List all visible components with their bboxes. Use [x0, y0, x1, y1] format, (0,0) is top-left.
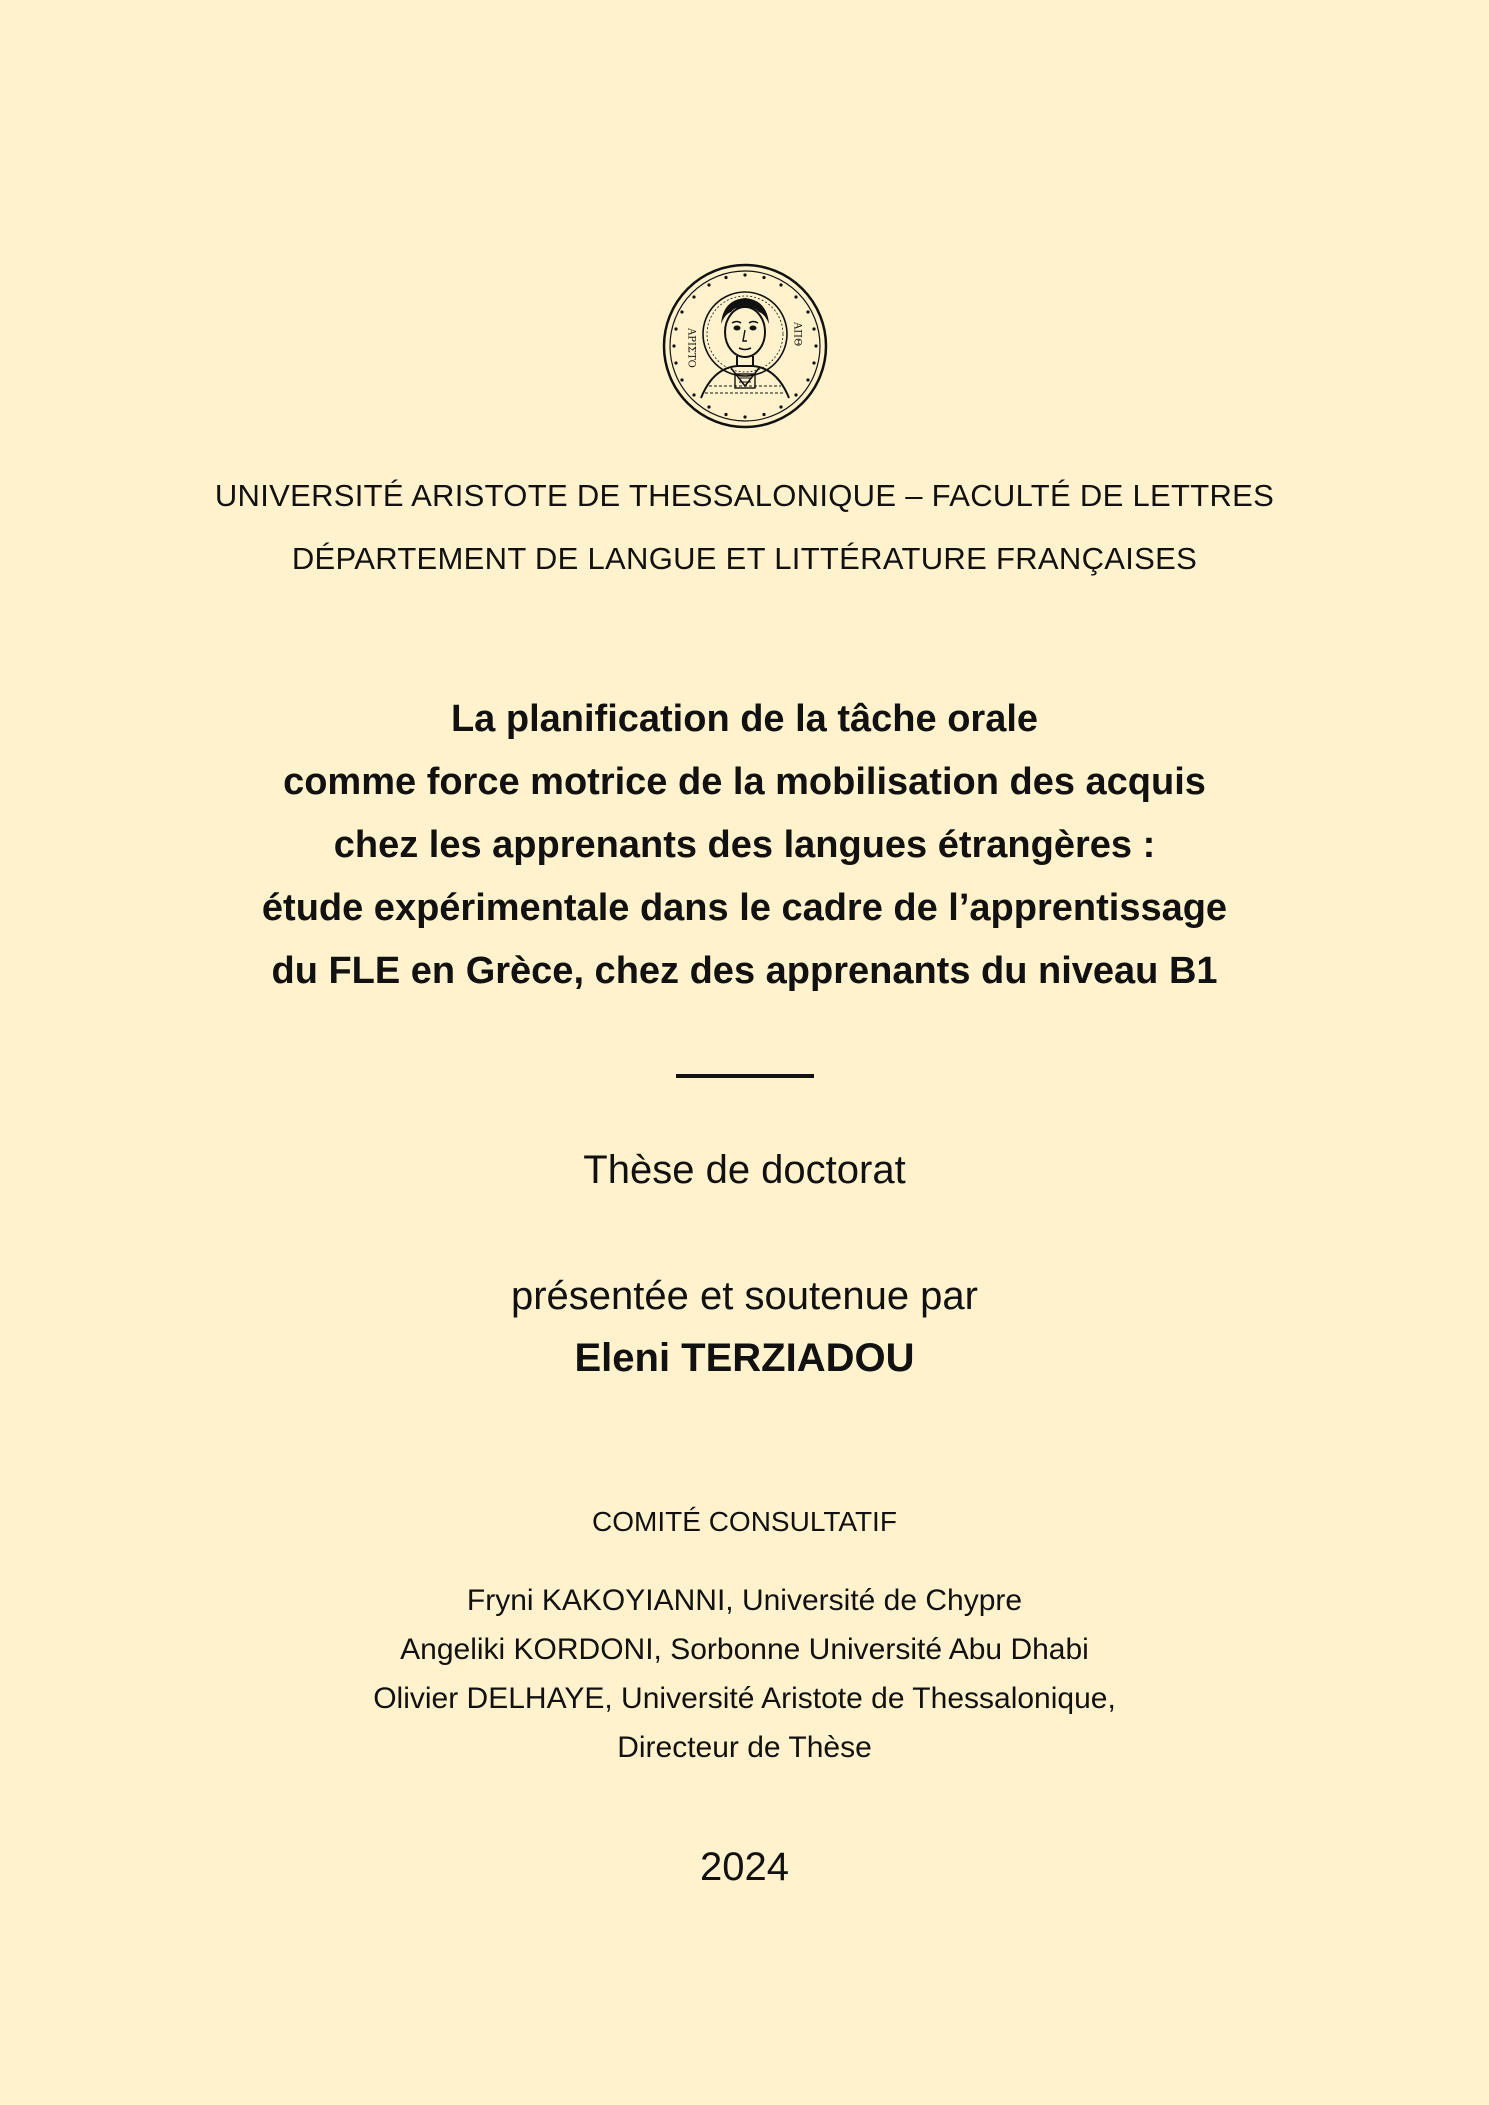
thesis-title-line: La planification de la tâche orale: [450, 698, 1039, 740]
thesis-title-line: chez les apprenants des langues étrangères :: [333, 824, 1156, 866]
university-seal-icon: [661, 262, 829, 430]
committee-member: Angeliki KORDONI, Sorbonne Université Abu Dhabi: [400, 1633, 1089, 1666]
thesis-title-line: comme force motrice de la mobilisation des acquis: [283, 761, 1206, 803]
svg-text:ΑΡΙΣΤΟ: ΑΡΙΣΤΟ: [685, 328, 697, 368]
committee-heading: COMITÉ CONSULTATIF: [592, 1506, 897, 1537]
thesis-title-line: étude expérimentale dans le cadre de l’apprentissage: [261, 887, 1228, 929]
department-line: DÉPARTEMENT DE LANGUE ET LITTÉRATURE FRANÇAISES: [291, 541, 1198, 576]
thesis-type: Thèse de doctorat: [583, 1148, 906, 1192]
university-faculty-line: UNIVERSITÉ ARISTOTE DE THESSALONIQUE – FACULTÉ DE LETTRES: [214, 478, 1275, 513]
author-name: Eleni TERZIADOU: [574, 1336, 915, 1380]
committee-member: Fryni KAKOYIANNI, Université de Chypre: [466, 1584, 1023, 1617]
presented-by-label: présentée et soutenue par: [510, 1274, 978, 1318]
committee-member: Olivier DELHAYE, Université Aristote de Thessalonique,: [373, 1682, 1116, 1715]
committee-member-role: Directeur de Thèse: [617, 1731, 872, 1764]
year: 2024: [700, 1845, 789, 1889]
svg-text:ΑΠΘ: ΑΠΘ: [791, 322, 803, 347]
thesis-title-line: du FLE en Grèce, chez des apprenants du niveau B1: [271, 950, 1218, 992]
title-separator-rule: [676, 1074, 814, 1078]
